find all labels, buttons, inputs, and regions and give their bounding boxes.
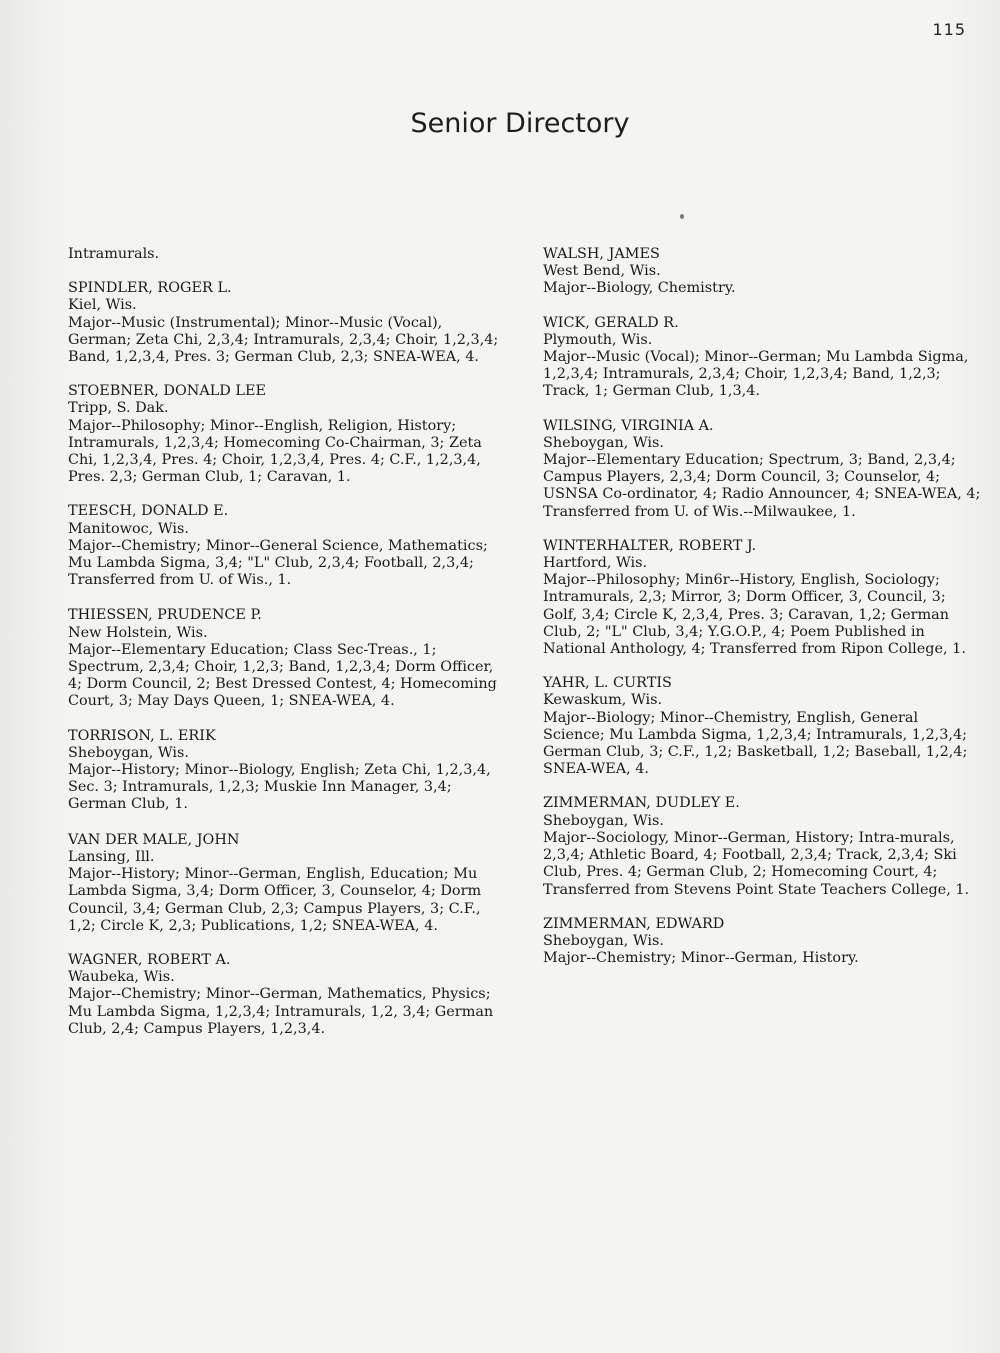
entry-town: Tripp, S. Dak. — [68, 400, 169, 417]
entry-details: Major--Chemistry; Minor--German, History. — [543, 950, 859, 967]
entry-town: Sheboygan, Wis. — [543, 812, 664, 829]
left-column — [68, 246, 508, 1055]
directory-entry — [543, 795, 983, 898]
entry-details: Major--Music (Instrumental); Minor--Music (Vocal), German; Zeta Chi, 2,3,4; Intramurals, 2,3,4; Choir, 1,2,3,4; Band, 1,2,3,4, Pres. 3; German Club, 2,3; SNEA-WEA, 4. — [68, 314, 499, 366]
directory-entry — [543, 538, 983, 658]
entry-town: Lansing, Ill. — [68, 848, 155, 865]
page-number: 115 — [932, 20, 966, 39]
entry-town: New Holstein, Wis. — [68, 624, 208, 641]
entry-town: Manitowoc, Wis. — [68, 520, 189, 537]
directory-entry — [543, 246, 983, 298]
entry-name: YAHR, L. CURTIS — [543, 675, 672, 692]
entry-town: Sheboygan, Wis. — [543, 932, 664, 949]
entry-name: ZIMMERMAN, DUDLEY E. — [543, 795, 740, 812]
print-speck — [680, 214, 684, 219]
entry-details: Major--History; Minor--Biology, English; Zeta Chi, 1,2,3,4, Sec. 3; Intramurals, 1,2,3; Muskie Inn Manager, 3,4; German Club, 1. — [68, 762, 491, 813]
directory-entry — [68, 503, 508, 589]
entry-name: TEESCH, DONALD E. — [68, 503, 229, 520]
entry-town: Waubeka, Wis. — [68, 969, 175, 986]
entry-details: Major--History; Minor--German, English, Education; Mu Lambda Sigma, 3,4; Dorm Officer, 3, Counselor, 4; Dorm Council, 3,4; German Club, 2,3; Campus Players, 3; C.F., 1,2; Circle K, 2,3; Publications, 1,2; SNEA-WEA, 4. — [68, 866, 482, 934]
entry-name: ZIMMERMAN, EDWARD — [543, 915, 725, 932]
entry-details: Major--Elementary Education; Class Sec-Treas., 1; Spectrum, 2,3,4; Choir, 1,2,3; Band, 1,2,3,4; Dorm Officer, 4; Dorm Council, 2; Best Dressed Contest, 4; Homecoming Court, 3; May Days Queen, 1; SNEA-WEA, 4. — [68, 641, 497, 710]
directory-entry — [543, 315, 983, 401]
entry-town: Kiel, Wis. — [68, 297, 137, 314]
entry-town: Sheboygan, Wis. — [543, 434, 664, 451]
entry-details: Major--Biology, Chemistry. — [543, 280, 736, 297]
entry-name: WAGNER, ROBERT A. — [68, 951, 231, 968]
entry-name: SPINDLER, ROGER L. — [68, 280, 232, 297]
entry-details: Major--Music (Vocal); Minor--German; Mu Lambda Sigma, 1,2,3,4; Intramurals, 2,3,4; Choir, 1,2,3,4; Band, 1,2,3; Track, 1; German Club, 1,3,4. — [543, 349, 969, 400]
entry-details: Major--Chemistry; Minor--General Science, Mathematics; Mu Lambda Sigma, 3,4; "L" Club, 2,3,4; Football, 2,3,4; Transferred from U. of Wis., 1. — [68, 537, 488, 589]
entry-town: Plymouth, Wis. — [543, 331, 653, 348]
entry-name: VAN DER MALE, JOHN — [68, 831, 240, 848]
directory-entry — [68, 728, 508, 814]
entry-town: Hartford, Wis. — [543, 555, 648, 572]
entry-details: Major--Philosophy; Min6r--History, English, Sociology; Intramurals, 2,3; Mirror, 3; Dorm Officer, 3, Council, 3; Golf, 3,4; Circle K, 2,3,4, Pres. 3; Caravan, 1,2; German Club, 2; "L" Club, 3,4; Y.G.O.P., 4; Poem Published in National Anthology, 4; Transferred from Ripon College, 1. — [543, 572, 966, 658]
entry-details: Major--Philosophy; Minor--English, Religion, History; Intramurals, 1,2,3,4; Homecoming Co-Chairman, 3; Zeta Chi, 1,2,3,4, Pres. 4; Choir, 1,2,3,4, Pres. 4; C.F., 1,2,3,4, Pres. 2,3; German Club, 1; Caravan, 1. — [68, 417, 482, 486]
page-title: Senior Directory — [410, 108, 630, 139]
directory-entry — [543, 418, 983, 521]
entry-town: Sheboygan, Wis. — [68, 744, 189, 761]
entry-name: WALSH, JAMES — [543, 246, 660, 262]
directory-entry — [68, 607, 508, 710]
directory-entry — [68, 952, 508, 1038]
directory-entry — [543, 675, 983, 778]
right-column — [543, 246, 983, 984]
entry-name: WILSING, VIRGINIA A. — [543, 417, 714, 434]
entry-name: WINTERHALTER, ROBERT J. — [543, 537, 757, 554]
entry-details: Major--Chemistry; Minor--German, Mathematics, Physics; Mu Lambda Sigma, 1,2,3,4; Intramurals, 1,2, 3,4; German Club, 2,4; Campus Players, 1,2,3,4. — [68, 986, 494, 1037]
entry-name: STOEBNER, DONALD LEE — [68, 383, 266, 400]
entry-town: West Bend, Wis. — [543, 263, 661, 280]
entry-details: Major--Biology; Minor--Chemistry, English, General Science; Mu Lambda Sigma, 1,2,3,4; Intramurals, 1,2,3,4; German Club, 3; C.F., 1,2; Basketball, 1,2; Baseball, 1,2,4; SNEA-WEA, 4. — [543, 709, 968, 778]
directory-entry — [68, 832, 508, 935]
directory-entry — [543, 916, 983, 968]
entry-name: TORRISON, L. ERIK — [68, 727, 216, 744]
entry-name: THIESSEN, PRUDENCE P. — [68, 607, 262, 624]
entry-details: Major--Sociology, Minor--German, History; Intra-murals, 2,3,4; Athletic Board, 4; Football, 2,3,4; Track, 2,3,4; Ski Club, Pres. 4; German Club, 2; Homecoming Court, 4; Transferred from Stevens Point State Teachers College, 1. — [543, 829, 970, 898]
continued-text: Intramurals. — [68, 246, 160, 262]
entry-name: WICK, GERALD R. — [543, 314, 679, 331]
directory-entry — [68, 383, 508, 486]
entry-town: Kewaskum, Wis. — [543, 692, 663, 709]
entry-details: Major--Elementary Education; Spectrum, 3; Band, 2,3,4; Campus Players, 2,3,4; Dorm Council, 3; Counselor, 4; USNSA Co-ordinator, 4; Radio Announcer, 4; SNEA-WEA, 4; Transferred from U. of Wis.--Milwaukee, 1. — [543, 452, 981, 520]
directory-entry — [68, 280, 508, 366]
